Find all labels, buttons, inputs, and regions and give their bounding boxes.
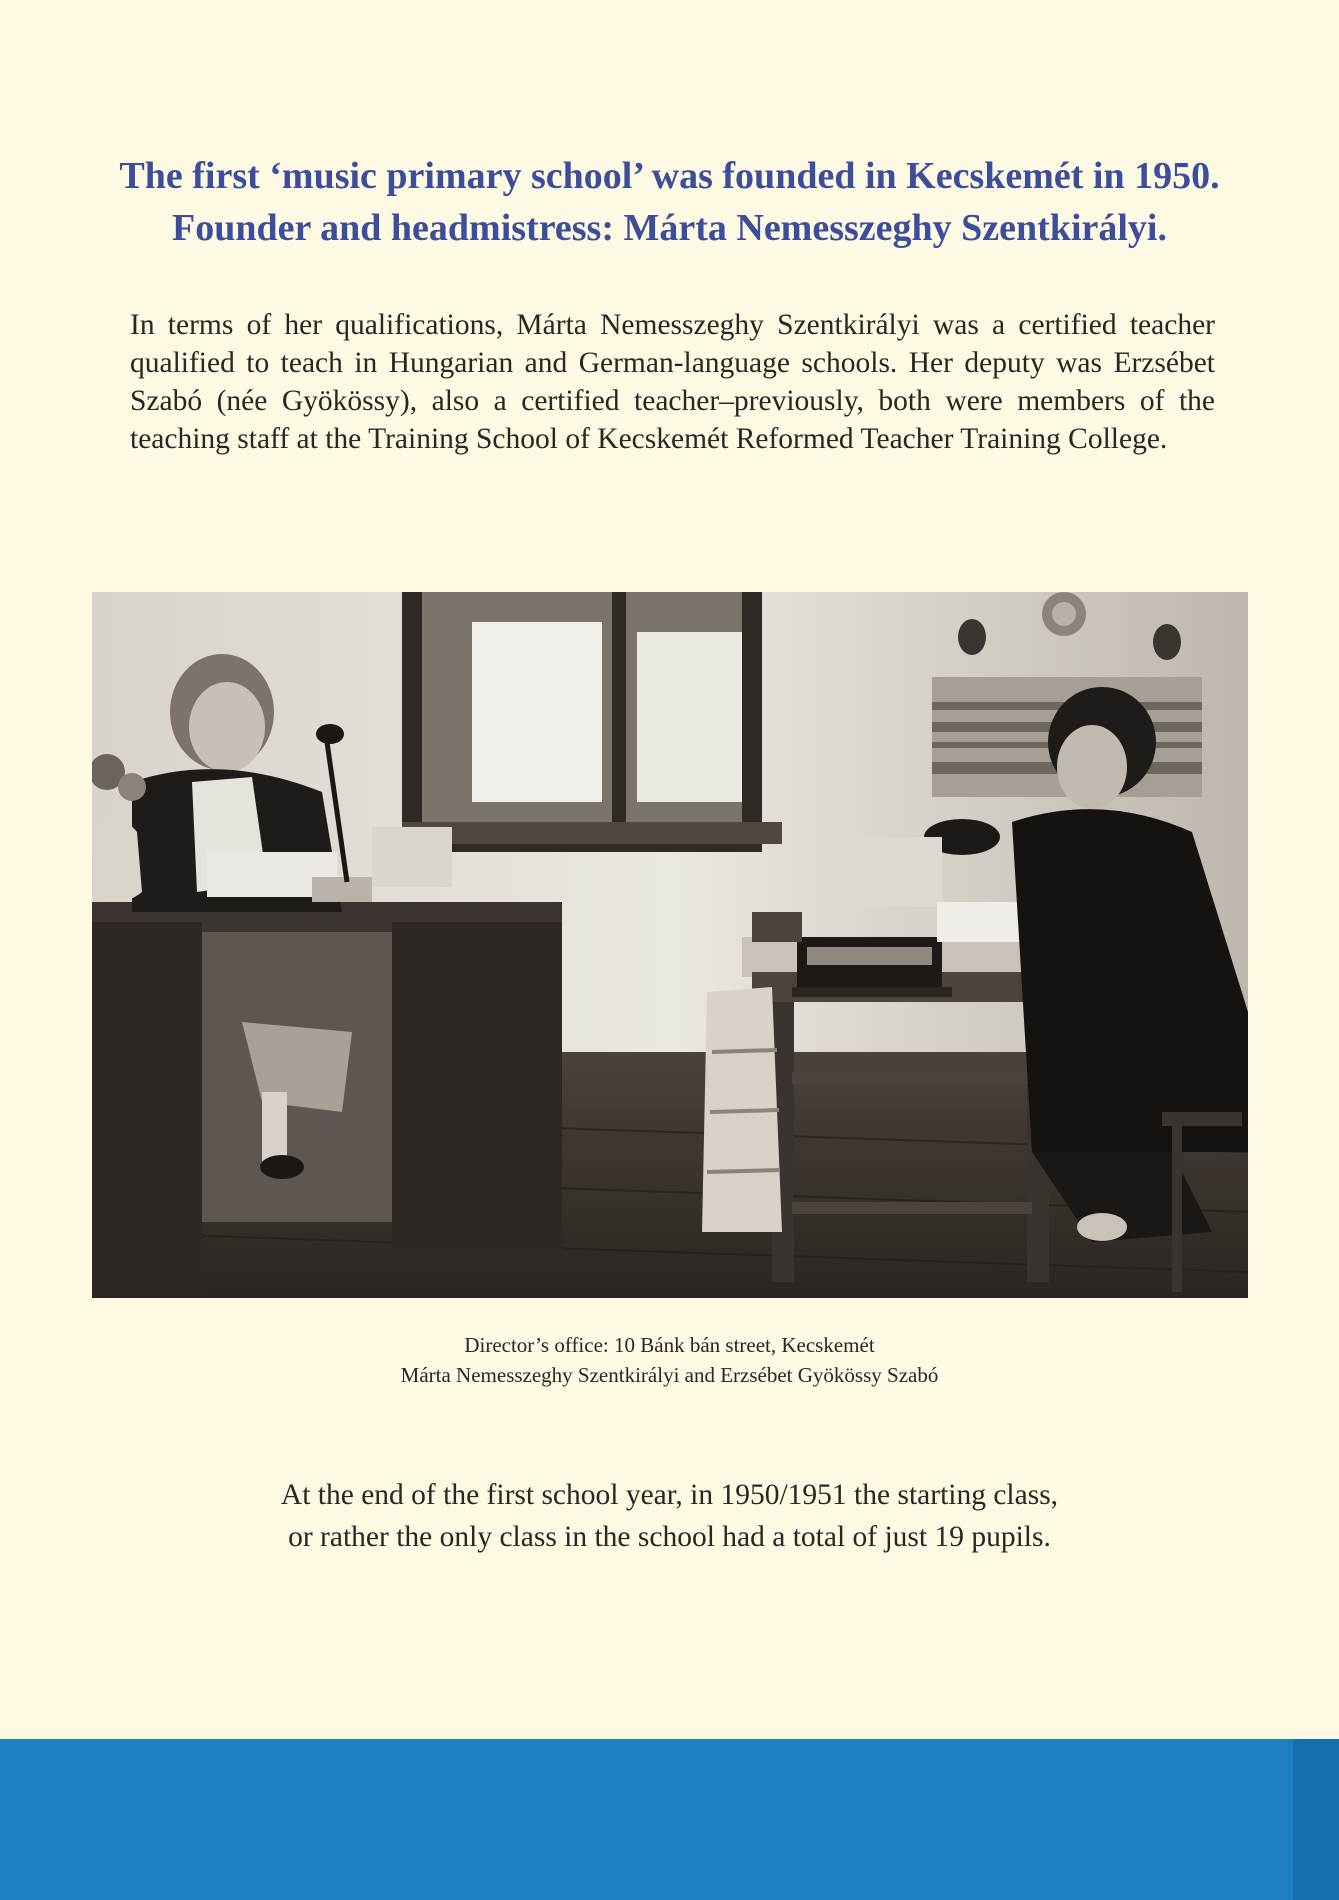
closing-line-1: At the end of the first school year, in 1950/1951 the starting class, [280, 1479, 1059, 1511]
office-photo-illustration [92, 592, 1248, 1298]
intro-paragraph: In terms of her qualifications, Márta Nemesszeghy Szentkirályi was a certified teacher qualified to teach in Hungarian and German-language schools. Her deputy was Erzsébet Szabó (née Gyökössy), also a certified teacher–previously, both were members of the teaching staff at the Training School of Kecskemét Reformed Teacher Training College. [130, 309, 1215, 455]
footer-edge-strip [1293, 1739, 1339, 1900]
heading-line-2: Founder and headmistress: Márta Nemesszeghy Szentkirályi. [172, 207, 1167, 249]
footer-band [0, 1739, 1339, 1900]
caption-line-2: Márta Nemesszeghy Szentkirályi and Erzsébet Gyökössy Szabó [400, 1363, 939, 1387]
heading-line-1: The first ‘music primary school’ was founded in Kecskemét in 1950. [119, 155, 1220, 197]
page-heading [0, 150, 1339, 254]
closing-line-2: or rather the only class in the school had a total of just 19 pupils. [288, 1521, 1051, 1553]
closing-paragraph [0, 1474, 1339, 1558]
caption-line-1: Director’s office: 10 Bánk bán street, Kecskemét [464, 1333, 875, 1357]
historical-photo [92, 592, 1248, 1298]
photo-caption [0, 1330, 1339, 1390]
